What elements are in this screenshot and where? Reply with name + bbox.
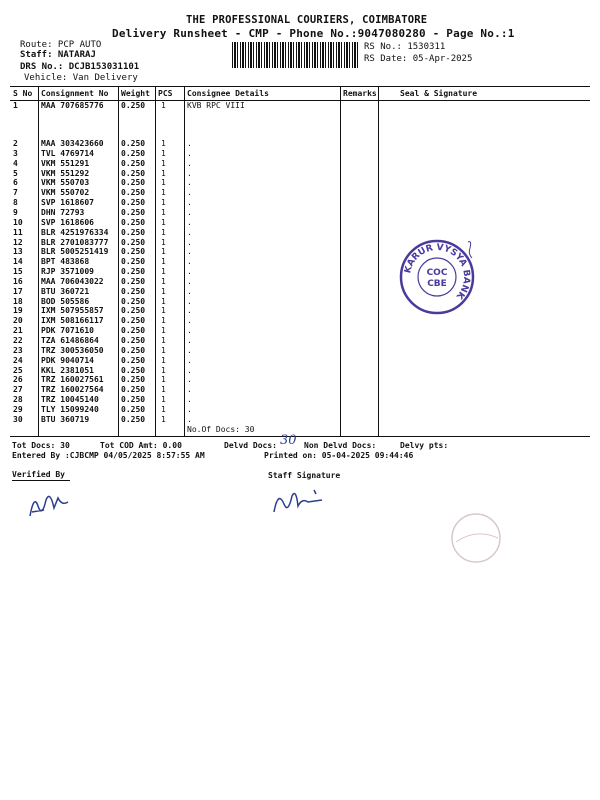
stamp-line1: COC [426, 268, 448, 278]
row-weight: 0.250 [121, 247, 146, 257]
entered-by: Entered By :CJBCMP 04/05/2025 8:57:55 AM [12, 451, 205, 460]
row-pcs: 1 [161, 227, 166, 237]
row-weight: 0.250 [121, 188, 146, 198]
row-consignee-details: . [187, 326, 192, 336]
row-consignment-no: BPT 483868 [41, 257, 90, 267]
table-bottom-border [10, 436, 590, 437]
row-consignee-details: . [187, 276, 192, 286]
row-weight: 0.250 [121, 227, 146, 237]
row-consignee-details: . [187, 336, 192, 345]
row-weight: 0.250 [121, 148, 146, 158]
stamp-line2: CBE [427, 279, 447, 289]
staff: Staff: NATARAJ [20, 50, 96, 60]
rs-number: RS No.: 1530311 [364, 42, 446, 52]
col-header-seal: Seal & Signature [400, 89, 478, 98]
row-pcs: 1 [161, 365, 166, 375]
row-consignment-no: IXM 507955857 [41, 306, 104, 316]
row-consignee-details: . [187, 365, 192, 375]
total-docs: Tot Docs: 30 [12, 441, 70, 450]
staff-signature-label: Staff Signature [268, 471, 341, 480]
row-consignment-no: SVP 1618606 [41, 217, 94, 227]
row-weight: 0.250 [121, 404, 146, 414]
row-weight: 0.250 [121, 158, 146, 168]
row-sno: 23 [13, 345, 23, 355]
row-pcs: 1 [161, 355, 166, 365]
row-pcs: 1 [161, 217, 166, 227]
row-consignment-no: VKM 551291 [41, 158, 90, 168]
row-sno: 5 [13, 168, 18, 178]
row-pcs: 1 [161, 148, 166, 158]
row-consignment-no: BTU 360719 [41, 414, 90, 424]
rs-date: RS Date: 05-Apr-2025 [364, 54, 473, 64]
row-consignee-details: . [187, 345, 192, 355]
row-sno: 9 [13, 207, 18, 217]
row-weight: 0.250 [121, 385, 146, 395]
row-consignment-no: TRZ 160027561 [41, 375, 104, 385]
company-name: THE PROFESSIONAL COURIERS, COIMBATORE [186, 14, 428, 26]
row-consignee-details: . [187, 385, 192, 395]
bank-stamp [398, 238, 476, 316]
row-weight: 0.250 [121, 198, 146, 208]
route: Route: PCP AUTO [20, 40, 102, 50]
col-header-pcs: PCS [158, 89, 173, 98]
row-weight: 0.250 [121, 139, 146, 148]
row-consignment-no: TRZ 10045140 [41, 395, 99, 405]
row-consignee-details: KVB RPC VIII [187, 101, 245, 110]
row-consignment-no: DHN 72793 [41, 207, 85, 217]
row-consignee-details: . [187, 198, 192, 208]
row-sno: 29 [13, 404, 23, 414]
row-weight: 0.250 [121, 207, 146, 217]
row-weight: 0.250 [121, 414, 146, 424]
col-divider [155, 86, 156, 436]
row-pcs: 1 [161, 267, 166, 277]
row-weight: 0.250 [121, 355, 146, 365]
row-consignment-no: TRZ 160027564 [41, 385, 104, 395]
row-sno: 1 [13, 101, 18, 110]
row-pcs: 1 [161, 207, 166, 217]
row-weight: 0.250 [121, 365, 146, 375]
row-sno: 17 [13, 286, 23, 296]
row-pcs: 1 [161, 168, 166, 178]
row-consignment-no: BLR 2701083777 [41, 237, 109, 247]
row-consignee-details: . [187, 404, 192, 414]
row-consignment-no: BTU 360721 [41, 286, 90, 296]
row-consignee-details: . [187, 217, 192, 227]
row-consignment-no: BLR 5005251419 [41, 247, 109, 257]
row-consignment-no: VKM 550703 [41, 178, 90, 188]
row-weight: 0.250 [121, 316, 146, 326]
row-consignee-details: . [187, 139, 192, 148]
row-consignment-no: SVP 1618607 [41, 198, 94, 208]
row-sno: 3 [13, 148, 18, 158]
row-sno: 12 [13, 237, 23, 247]
row-weight: 0.250 [121, 296, 146, 306]
row-consignee-details: . [187, 207, 192, 217]
row-pcs: 1 [161, 414, 166, 424]
row-consignee-details: . [187, 168, 192, 178]
row-consignee-details: . [187, 306, 192, 316]
row-consignee-details: . [187, 247, 192, 257]
table-top-border [10, 86, 590, 87]
row-sno: 27 [13, 385, 23, 395]
col-divider [118, 86, 119, 436]
row-sno: 21 [13, 326, 23, 336]
row-pcs: 1 [161, 188, 166, 198]
row-sno: 4 [13, 158, 18, 168]
row-consignment-no: BLR 4251976334 [41, 227, 109, 237]
row-weight: 0.250 [121, 276, 146, 286]
row-consignment-no: PDK 7071610 [41, 326, 94, 336]
row-weight: 0.250 [121, 326, 146, 336]
row-sno: 22 [13, 336, 23, 345]
row-sno: 24 [13, 355, 23, 365]
row-pcs: 1 [161, 296, 166, 306]
row-weight: 0.250 [121, 267, 146, 277]
row-pcs: 1 [161, 306, 166, 316]
staff-signature [268, 484, 338, 520]
row-consignee-details: . [187, 227, 192, 237]
row-consignment-no: BOD 505586 [41, 296, 90, 306]
row-weight: 0.250 [121, 168, 146, 178]
row-consignment-no: MAA 706043022 [41, 276, 104, 286]
row-consignment-no: TVL 4769714 [41, 148, 94, 158]
row-consignee-details: . [187, 158, 192, 168]
row-consignee-details: . [187, 395, 192, 405]
delivered-docs-handwritten: 30 [280, 433, 297, 448]
row-weight: 0.250 [121, 286, 146, 296]
total-cod-amount: Tot COD Amt: 0.00 [100, 441, 182, 450]
row-consignment-no: KKL 2381051 [41, 365, 94, 375]
row-sno: 2 [13, 139, 18, 148]
row-sno: 18 [13, 296, 23, 306]
row-weight: 0.250 [121, 257, 146, 267]
row-weight: 0.250 [121, 345, 146, 355]
row-consignee-details: . [187, 267, 192, 277]
row-consignment-no: TRZ 300536050 [41, 345, 104, 355]
row-weight: 0.250 [121, 101, 146, 110]
row-sno: 7 [13, 188, 18, 198]
row-pcs: 1 [161, 286, 166, 296]
row-sno: 14 [13, 257, 23, 267]
row-pcs: 1 [161, 385, 166, 395]
row-sno: 25 [13, 365, 23, 375]
row-sno: 16 [13, 276, 23, 286]
vehicle: Vehicle: Van Delivery [24, 73, 138, 83]
row-weight: 0.250 [121, 395, 146, 405]
row-consignee-details: . [187, 316, 192, 326]
row-pcs: 1 [161, 257, 166, 267]
non-delivered-docs: Non Delvd Docs: [304, 441, 377, 450]
col-header-consignee: Consignee Details [187, 89, 269, 98]
row-pcs: 1 [161, 247, 166, 257]
row-consignee-details: . [187, 237, 192, 247]
row-pcs: 1 [161, 375, 166, 385]
verified-by-label: Verified By [12, 470, 65, 479]
row-sno: 6 [13, 178, 18, 188]
no-of-docs: No.Of Docs: 30 [187, 425, 255, 434]
row-consignee-details: . [187, 355, 192, 365]
row-weight: 0.250 [121, 178, 146, 188]
row-consignment-no: MAA 303423660 [41, 139, 104, 148]
row-pcs: 1 [161, 345, 166, 355]
row-pcs: 1 [161, 326, 166, 336]
row-sno: 19 [13, 306, 23, 316]
row-sno: 30 [13, 414, 23, 424]
row-consignment-no: MAA 707685776 [41, 101, 104, 110]
col-divider [340, 86, 341, 436]
row-pcs: 1 [161, 276, 166, 286]
row-sno: 15 [13, 267, 23, 277]
row-consignment-no: TLY 15099240 [41, 404, 99, 414]
row-weight: 0.250 [121, 217, 146, 227]
row-weight: 0.250 [121, 237, 146, 247]
row-pcs: 1 [161, 336, 166, 345]
faded-stamp-mark [446, 508, 506, 568]
row-pcs: 1 [161, 404, 166, 414]
row-weight: 0.250 [121, 336, 146, 345]
delivery-points: Delvy pts: [400, 441, 449, 450]
row-consignee-details: . [187, 148, 192, 158]
row-sno: 28 [13, 395, 23, 405]
row-sno: 26 [13, 375, 23, 385]
row-sno: 13 [13, 247, 23, 257]
row-consignee-details: . [187, 296, 192, 306]
printed-on: Printed on: 05-04-2025 09:44:46 [264, 451, 414, 460]
row-pcs: 1 [161, 395, 166, 405]
barcode [232, 42, 360, 68]
row-consignee-details: . [187, 257, 192, 267]
row-weight: 0.250 [121, 375, 146, 385]
col-divider [378, 86, 379, 436]
row-consignee-details: . [187, 286, 192, 296]
col-header-consignment: Consignment No [41, 89, 109, 98]
row-consignment-no: VKM 550702 [41, 188, 90, 198]
row-pcs: 1 [161, 316, 166, 326]
row-pcs: 1 [161, 237, 166, 247]
col-divider [38, 86, 39, 436]
row-pcs: 1 [161, 158, 166, 168]
row-consignment-no: TZA 61486864 [41, 336, 99, 345]
row-sno: 11 [13, 227, 23, 237]
row-consignment-no: RJP 3571009 [41, 267, 94, 277]
verified-by-underline [12, 480, 70, 481]
col-header-sno: S No [13, 89, 33, 98]
row-weight: 0.250 [121, 306, 146, 316]
row-pcs: 1 [161, 101, 166, 110]
row-consignee-details: . [187, 178, 192, 188]
col-header-remarks: Remarks [343, 89, 377, 98]
row-pcs: 1 [161, 198, 166, 208]
row-sno: 8 [13, 198, 18, 208]
drs-number: DRS No.: DCJB153031101 [20, 62, 140, 72]
runsheet-title: Delivery Runsheet - CMP - Phone No.:9047080280 - Page No.:1 [112, 27, 515, 40]
col-header-weight: Weight [121, 89, 150, 98]
delivered-docs: Delvd Docs: [224, 441, 277, 450]
row-sno: 10 [13, 217, 23, 227]
row-pcs: 1 [161, 178, 166, 188]
row-sno: 20 [13, 316, 23, 326]
row-pcs: 1 [161, 139, 166, 148]
stamp-outer-text: KARUR VYSYA BANK [403, 242, 472, 301]
row-consignment-no: IXM 508166117 [41, 316, 104, 326]
row-consignee-details: . [187, 375, 192, 385]
row-consignment-no: VKM 551292 [41, 168, 90, 178]
verifier-signature [24, 486, 84, 526]
col-divider [184, 86, 185, 436]
row-consignee-details: . [187, 414, 192, 424]
row-consignment-no: PDK 9040714 [41, 355, 94, 365]
row-consignee-details: . [187, 188, 192, 198]
